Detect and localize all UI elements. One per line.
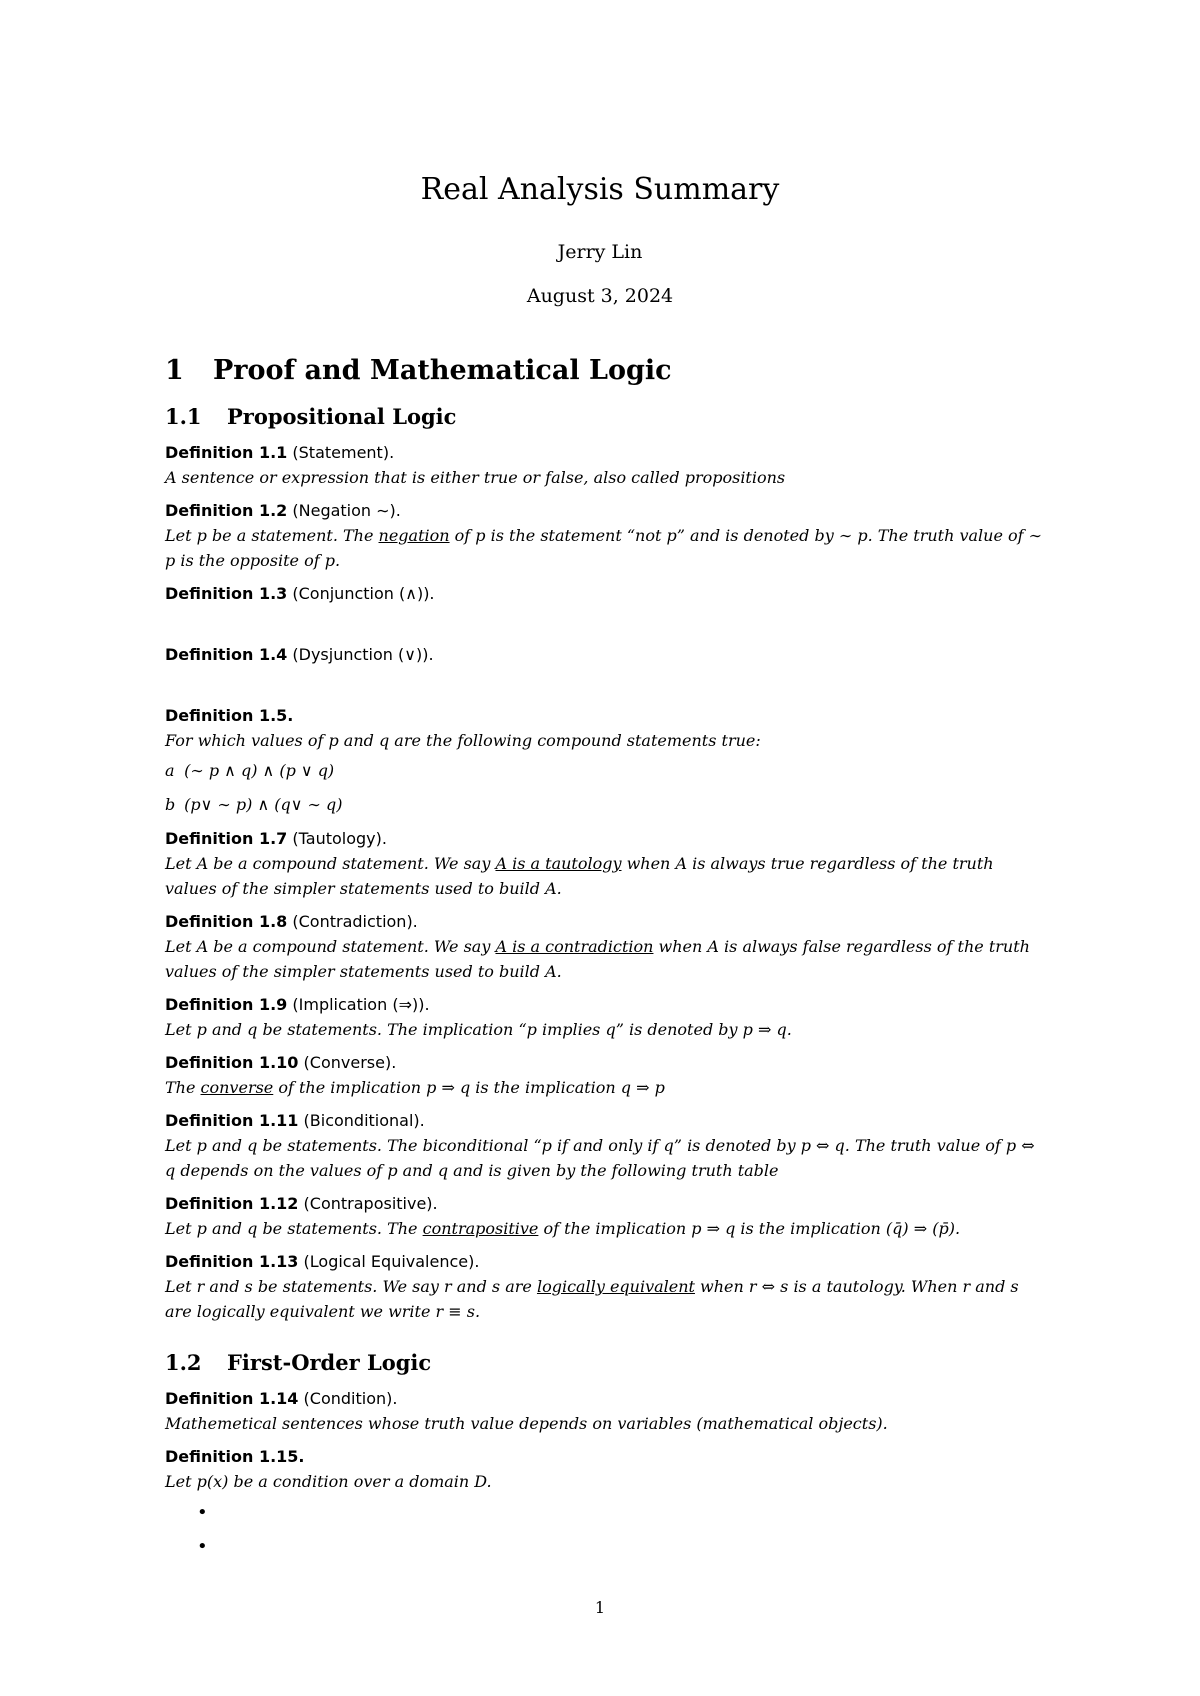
body-text: of the implication p ⇒ q is the implication (q̄) ⇒ (p̄). bbox=[538, 1219, 961, 1238]
underlined-term: logically equivalent bbox=[536, 1277, 695, 1296]
definition-1-11 bbox=[165, 1109, 1045, 1183]
definition-1-9 bbox=[165, 993, 1045, 1042]
definition-name: (Contradiction). bbox=[292, 912, 418, 931]
subsection-heading bbox=[165, 1350, 1045, 1375]
definition-1-8 bbox=[165, 910, 1045, 984]
item-expression: (∼ p ∧ q) ∧ (p ∨ q) bbox=[184, 761, 335, 780]
definition-name: (Biconditional). bbox=[303, 1111, 425, 1130]
definition-label: Definition 1.10 bbox=[165, 1053, 299, 1072]
subsection-number: 1.1 bbox=[165, 404, 202, 429]
definition-label: Definition 1.3 bbox=[165, 584, 288, 603]
list-item bbox=[197, 1502, 1045, 1536]
subsection-title: First-Order Logic bbox=[227, 1350, 432, 1375]
definition-body bbox=[165, 934, 1045, 984]
main-content bbox=[165, 355, 1045, 1579]
document-title: Real Analysis Summary bbox=[420, 172, 780, 207]
definition-name: (Condition). bbox=[303, 1389, 398, 1408]
document-date: August 3, 2024 bbox=[526, 285, 674, 307]
definition-label: Definition 1.15. bbox=[165, 1447, 305, 1466]
definition-label: Definition 1.11 bbox=[165, 1111, 299, 1130]
body-text: Let r and s be statements. We say r and s are bbox=[165, 1277, 537, 1296]
definition-body: Let p(x) be a condition over a domain D. bbox=[165, 1472, 492, 1491]
definition-name: (Statement). bbox=[292, 443, 395, 462]
definition-body bbox=[165, 523, 1045, 573]
definition-label: Definition 1.4 bbox=[165, 645, 288, 664]
body-text: of p is the statement “not p” and is denoted by ∼ p. The truth value of ∼ p is the opposite of p. bbox=[165, 526, 1043, 570]
body-text: Let p and q be statements. The bbox=[165, 1219, 423, 1238]
definition-name: (Logical Equivalence). bbox=[303, 1252, 480, 1271]
page-number: 1 bbox=[594, 1598, 606, 1617]
definition-label: Definition 1.13 bbox=[165, 1252, 299, 1271]
definition-label: Definition 1.5. bbox=[165, 706, 294, 725]
definition-name: (Dysjunction (∨)). bbox=[292, 645, 434, 664]
definition-1-13 bbox=[165, 1250, 1045, 1324]
definition-body: Mathemetical sentences whose truth value depends on variables (mathematical objects). bbox=[165, 1414, 888, 1433]
definition-body: For which values of p and q are the following compound statements true: bbox=[165, 731, 761, 750]
definition-name: (Implication (⇒)). bbox=[292, 995, 430, 1014]
underlined-term: contrapositive bbox=[422, 1219, 539, 1238]
definition-body bbox=[165, 1075, 1045, 1100]
section-heading bbox=[165, 355, 1045, 386]
body-text: Let p be a statement. The bbox=[165, 526, 379, 545]
body-text: The bbox=[165, 1078, 201, 1097]
definition-label: Definition 1.9 bbox=[165, 995, 288, 1014]
definition-1-15 bbox=[165, 1445, 1045, 1570]
definition-1-10 bbox=[165, 1051, 1045, 1100]
definition-body: Let p and q be statements. The implication “p implies q” is denoted by p ⇒ q. bbox=[165, 1020, 792, 1039]
definition-name: (Negation ∼). bbox=[292, 501, 401, 520]
definition-name: (Tautology). bbox=[292, 829, 387, 848]
underlined-term: negation bbox=[378, 526, 450, 545]
definition-label: Definition 1.14 bbox=[165, 1389, 299, 1408]
subsection-title: Propositional Logic bbox=[227, 404, 457, 429]
document-author: Jerry Lin bbox=[557, 241, 643, 263]
underlined-term: A is a contradiction bbox=[495, 937, 654, 956]
definition-1-2 bbox=[165, 499, 1045, 573]
definition-1-5 bbox=[165, 704, 1045, 817]
body-text: Let A be a compound statement. We say bbox=[165, 854, 496, 873]
definition-name: (Conjunction (∧)). bbox=[292, 584, 435, 603]
body-text: when A is always true regardless of the truth values of the simpler statements used to build A. bbox=[165, 854, 994, 898]
definition-1-1 bbox=[165, 441, 1045, 490]
subsection-number: 1.2 bbox=[165, 1350, 202, 1375]
body-text: when r ⇔ s is a tautology. When r and s are logically equivalent we write r ≡ s. bbox=[165, 1277, 1019, 1321]
title-block bbox=[0, 172, 1200, 307]
item-key: b bbox=[165, 795, 176, 814]
body-text: of the implication p ⇒ q is the implication q ⇒ p bbox=[273, 1078, 665, 1097]
list-item bbox=[165, 793, 1045, 817]
definition-label: Definition 1.12 bbox=[165, 1194, 299, 1213]
definition-label: Definition 1.1 bbox=[165, 443, 288, 462]
definition-1-7 bbox=[165, 827, 1045, 901]
subsection-heading bbox=[165, 404, 1045, 429]
definition-body bbox=[165, 1274, 1045, 1324]
definition-1-3 bbox=[165, 582, 1045, 634]
bullet-list bbox=[165, 1502, 1045, 1570]
definition-label: Definition 1.8 bbox=[165, 912, 288, 931]
underlined-term: converse bbox=[200, 1078, 274, 1097]
definition-name: (Converse). bbox=[303, 1053, 397, 1072]
definition-body bbox=[165, 1216, 1045, 1241]
definition-body: A sentence or expression that is either true or false, also called propositions bbox=[165, 468, 786, 487]
list-item bbox=[165, 759, 1045, 783]
definition-body: Let p and q be statements. The biconditional “p if and only if q” is denoted by p ⇔ q. The truth value of p ⇔ q depends on the values of p and q and is given by the following truth table bbox=[165, 1136, 1035, 1180]
item-key: a bbox=[165, 761, 175, 780]
definition-body bbox=[165, 851, 1045, 901]
definition-1-12 bbox=[165, 1192, 1045, 1241]
definition-name: (Contrapositive). bbox=[303, 1194, 438, 1213]
underlined-term: A is a tautology bbox=[495, 854, 622, 873]
definition-1-4 bbox=[165, 643, 1045, 695]
list-item bbox=[197, 1536, 1045, 1570]
item-expression: (p∨ ∼ p) ∧ (q∨ ∼ q) bbox=[184, 795, 343, 814]
section-number: 1 bbox=[165, 355, 184, 386]
body-text: Let A be a compound statement. We say bbox=[165, 937, 496, 956]
definition-label: Definition 1.7 bbox=[165, 829, 288, 848]
definition-1-14 bbox=[165, 1387, 1045, 1436]
section-title: Proof and Mathematical Logic bbox=[213, 355, 672, 386]
definition-label: Definition 1.2 bbox=[165, 501, 288, 520]
body-text: when A is always false regardless of the truth values of the simpler statements used to build A. bbox=[165, 937, 1030, 981]
